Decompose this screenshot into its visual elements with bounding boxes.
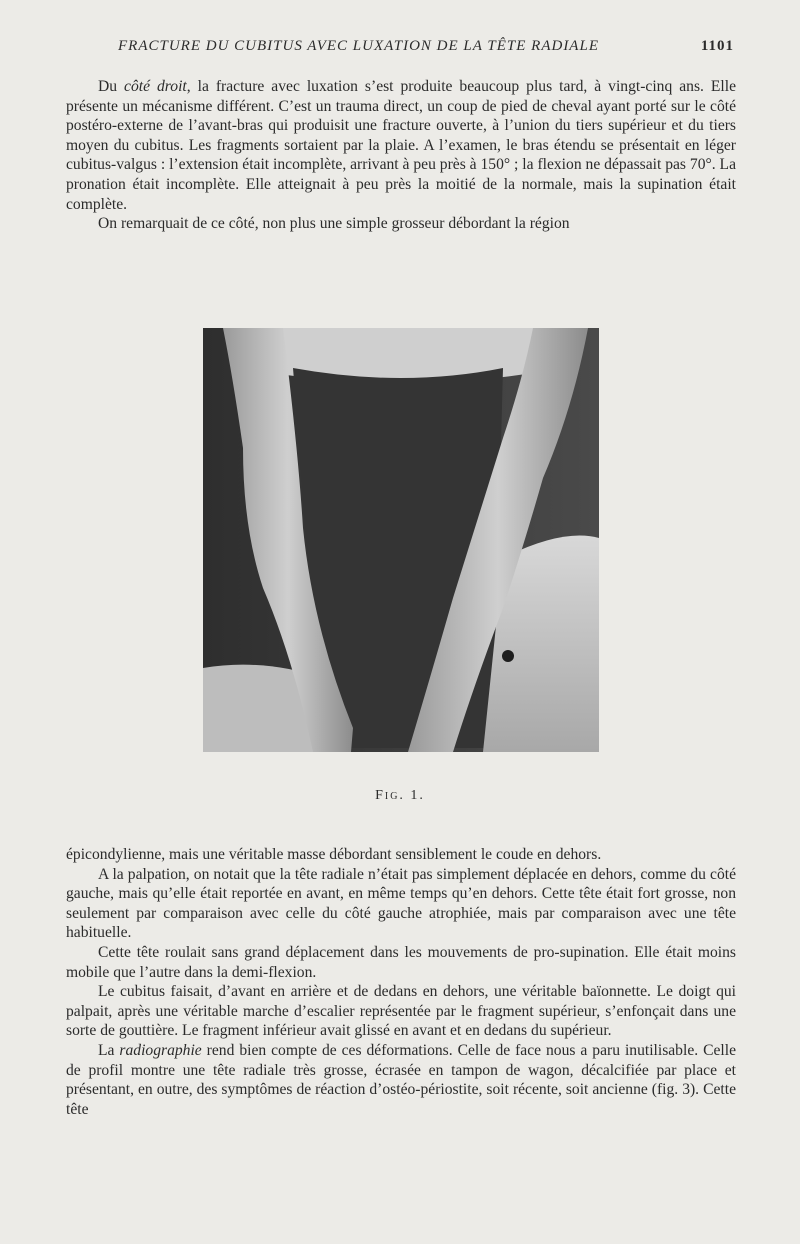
photograph-arms-illustration — [203, 328, 599, 752]
paragraph-lead: La — [98, 1041, 120, 1059]
running-header — [118, 38, 734, 58]
paragraph-body: rend bien compte de ces déformations. Celle de face nous a paru inutilisable. Celle de profil montre une tête radiale très grosse, écrasée en tampon de wagon, décalcifiée par place et présentant, en outre, des symptômes de réaction d’ostéo-périostite, soit récente, soit ancienne (fig. 3). Cette tête — [66, 1041, 736, 1118]
paragraph: On remarquait de ce côté, non plus une simple grosseur débordant la région — [98, 215, 570, 233]
paragraph: A la palpation, on notait que la tête radiale n’était pas simplement déplacée en dehors, comme du côté gauche, mais qu’elle était reportée en avant, en même temps qu’en dehors. Cette tête était fort grosse, non seulement par comparaison avec celle du côté gauche atrophiée, mais par comparaison avec une tête habituelle. — [66, 865, 736, 942]
italic-phrase: côté droit — [124, 78, 187, 95]
paragraph-lead: Du — [98, 78, 125, 95]
italic-phrase: radiographie — [119, 1041, 202, 1059]
running-title: FRACTURE DU CUBITUS AVEC LUXATION DE LA TÊTE RADIALE — [118, 38, 599, 54]
text-block-top — [66, 77, 736, 234]
figure-caption: Fig. 1. — [375, 788, 425, 803]
paragraph: Le cubitus faisait, d’avant en arrière et de dedans en dehors, une véritable baïonnette. Le doigt qui palpait, après une véritable marche d’escalier représentée par le fragment supérieur, s’enfonçait dans une sorte de gouttière. Le fragment inférieur avait glissé en avant et en dedans du supérieur. — [66, 983, 736, 1040]
figure-photograph — [203, 328, 599, 752]
text-block-bottom — [66, 845, 736, 1119]
paragraph — [66, 1041, 736, 1119]
paragraph: épicondylienne, mais une véritable masse débordant sensiblement le coude en dehors. — [66, 846, 602, 863]
paragraph: Cette tête roulait sans grand déplacement dans les mouvements de pro-supination. Elle était moins mobile que l’autre dans la demi-flexion. — [66, 943, 736, 981]
paragraph — [66, 77, 736, 214]
paragraph-body: , la fracture avec luxation s’est produite beaucoup plus tard, à vingt-cinq ans. Elle présente un mécanisme différent. C’est un trauma direct, un coup de pied de cheval ayant porté sur le côté postéro-externe de l’avant-bras qui produisit une fracture ouverte, à l’union du tiers supérieur et du tiers moyen du cubitus. Les fragments sortaient par la plaie. A l’examen, le bras étendu se présentait en léger cubitus-valgus : l’extension était incomplète, arrivant à peu près à 150° ; la flexion ne dépassait pas 70°. La pronation était incomplète. Elle atteignait à peu près la moitié de la normale, mais la supination était complète. — [66, 78, 736, 213]
page-number: 1101 — [700, 38, 734, 54]
